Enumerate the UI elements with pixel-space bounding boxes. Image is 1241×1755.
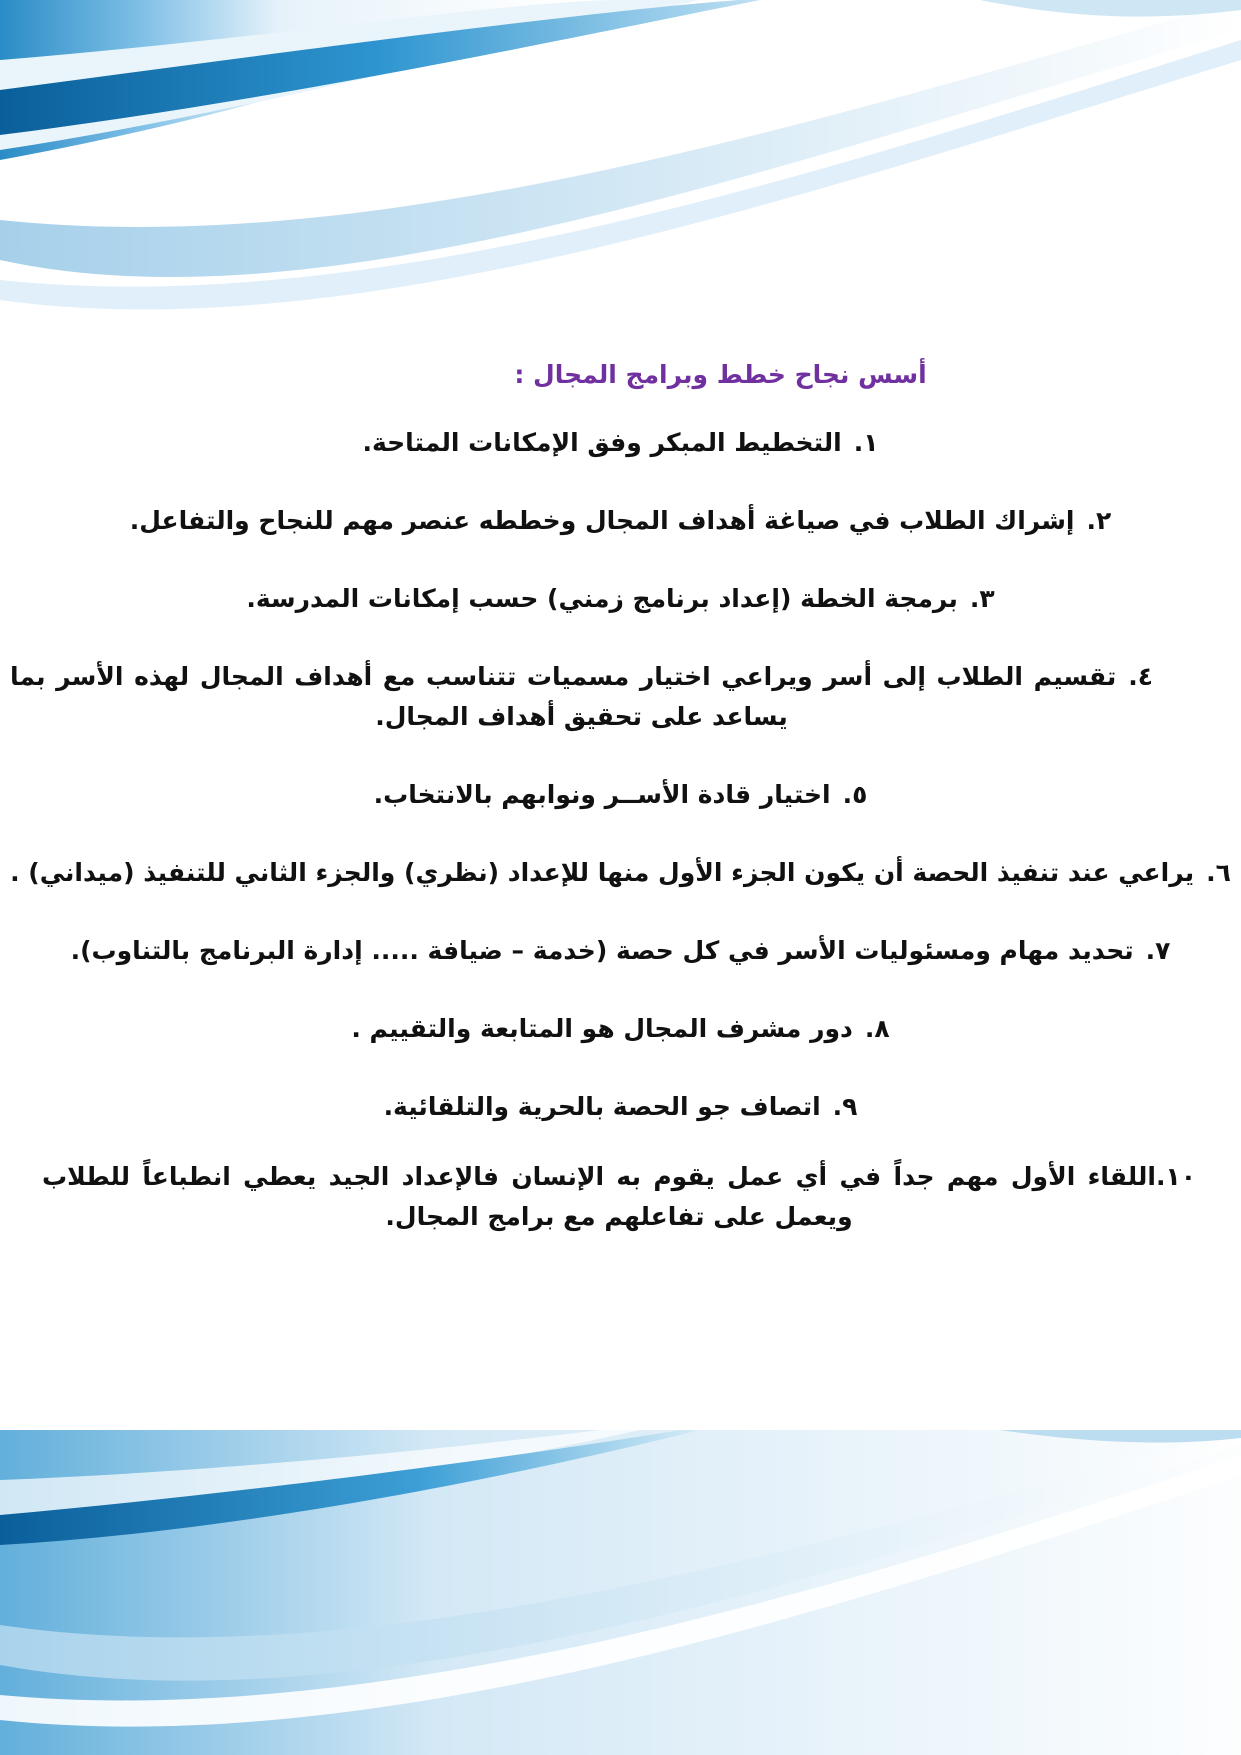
item-number: ١٠. <box>1155 1162 1196 1191</box>
item-text: دور مشرف المجال هو المتابعة والتقييم . <box>351 1014 853 1043</box>
item-text: تحديد مهام ومسئوليات الأسر في كل حصة (خدمة – ضيافة ..... إدارة البرنامج بالتناوب). <box>70 936 1134 965</box>
list-item-7 <box>0 931 1241 971</box>
item-number: ٨. <box>864 1014 890 1043</box>
item-text: اختيار قادة الأســر ونوابهم بالانتخاب. <box>373 780 831 809</box>
top-wave-decoration <box>0 0 1241 350</box>
list-item-10 <box>42 1157 1196 1237</box>
item-number: ٩. <box>832 1092 858 1121</box>
item-text: إشراك الطلاب في صياغة أهداف المجال وخططه عنصر مهم للنجاح والتفاعل. <box>129 506 1075 535</box>
item-number: ٤. <box>1128 662 1153 691</box>
document-body <box>0 360 1241 1237</box>
list-item-4 <box>10 657 1153 737</box>
list-item-2 <box>0 501 1241 541</box>
section-heading: أسس نجاح خطط وبرامج المجال : <box>514 360 927 389</box>
list-item-9 <box>0 1087 1241 1127</box>
item-text: اللقاء الأول مهم جداً في أي عمل يقوم به الإنسان فالإعداد الجيد يعطي انطباعاً للطلاب ويعمل على تفاعلهم مع برامج المجال. <box>42 1162 1156 1231</box>
list-item-6 <box>0 853 1241 893</box>
item-number: ٦. <box>1206 858 1231 887</box>
list-item-5 <box>0 775 1241 815</box>
item-number: ٧. <box>1145 936 1171 965</box>
item-text: اتصاف جو الحصة بالحرية والتلقائية. <box>383 1092 821 1121</box>
bottom-wave-decoration <box>0 1430 1241 1755</box>
list-item-8 <box>0 1009 1241 1049</box>
item-number: ٥. <box>842 780 868 809</box>
list-item-1 <box>0 423 1241 463</box>
item-text: التخطيط المبكر وفق الإمكانات المتاحة. <box>362 428 842 457</box>
item-number: ١. <box>853 428 879 457</box>
item-text: يراعي عند تنفيذ الحصة أن يكون الجزء الأول منها للإعداد (نظري) والجزء الثاني للتنفيذ (ميداني) . <box>10 858 1195 887</box>
list-item-3 <box>0 579 1241 619</box>
item-number: ٣. <box>969 584 995 613</box>
item-text: برمجة الخطة (إعداد برنامج زمني) حسب إمكانات المدرسة. <box>246 584 958 613</box>
item-text: تقسيم الطلاب إلى أسر ويراعي اختيار مسميات تتناسب مع أهداف المجال لهذه الأسر بما يساعد على تحقيق أهداف المجال. <box>10 662 1117 731</box>
item-number: ٢. <box>1086 506 1112 535</box>
